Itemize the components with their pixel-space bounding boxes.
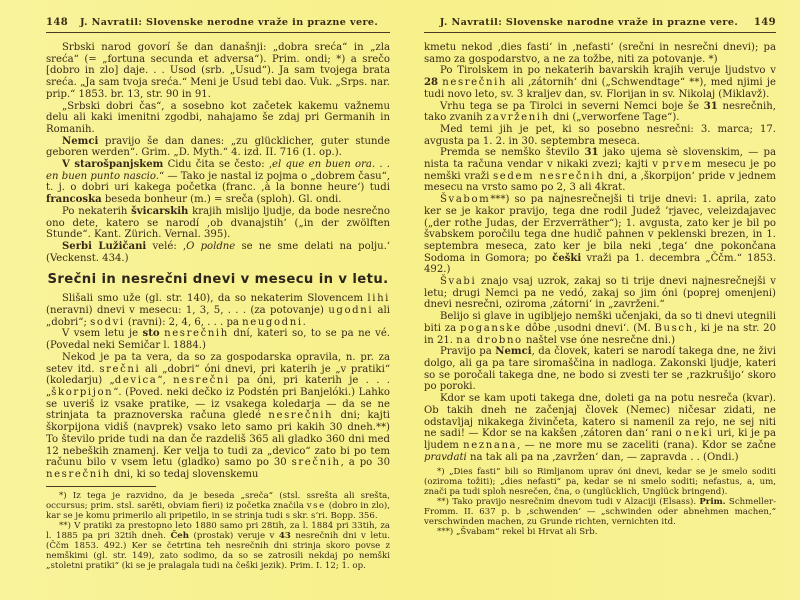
text-segment: devica xyxy=(114,375,158,387)
text-segment: naštel vse óne nesrečne dni.) xyxy=(522,334,676,346)
text-segment: sodvi xyxy=(90,316,125,328)
text-segment: srečni xyxy=(99,363,141,375)
text-segment: Nekod je pa ta vera, da so za gospodarska opravila, n. pr. za setev itd. xyxy=(46,351,390,375)
text-segment: krajih mislijo ljudje, da bode nesrečno ono dete, katero se narodí ,ob dvanajstih‘ („in der zwölften Stunde“. Kant. Zürich. Vernal. 395). xyxy=(46,205,390,241)
left-page-number: 148 xyxy=(46,17,69,28)
text-segment: poganske xyxy=(459,322,522,334)
text-segment: , a po 30 xyxy=(340,457,390,469)
text-segment: “ — Tako je nastal iz pojma o „dobrem času“, t. j. o dobri uri kakega početka (franc. ,à la bonne heure‘) tudi xyxy=(46,170,390,194)
text-segment: Serbi Lužičani xyxy=(62,240,147,252)
text-segment: Srbski narod govorí še dan današnji: „dobra sreća“ in „zla sreća“ (= „fortuna secunda et adversa“). Prim. ondi; *) a srečo [dobro in zlo] daje. . . Usod (srb. „Usud“). Ja sam tvojega brata sreća. „Ja sam tvoja sreća.“ Meni je Usud tebi dao. Vuk. „Srps. nar. prip.“ 1853. br. 13, str. 90 in 91. xyxy=(46,42,390,100)
paragraph xyxy=(424,467,776,497)
right-running-title: J. Navratil: Slovenske narodne vraže in prazne vere. xyxy=(439,17,739,28)
left-page-header xyxy=(46,17,390,33)
footnote-rule xyxy=(46,486,156,487)
right-page-body xyxy=(424,42,776,463)
text-segment: prvem xyxy=(662,159,703,171)
paragraph xyxy=(424,311,776,346)
text-segment: (prostak) veruje v xyxy=(189,530,279,541)
text-segment: ali „dobri“; xyxy=(46,305,390,328)
text-segment: Busch xyxy=(654,322,694,334)
text-segment: , — ne more mu se zaceliti (rana). Kdor se začne xyxy=(517,439,776,451)
paragraph xyxy=(424,346,776,393)
text-segment: znajo vsaj uzrok, zakaj so ti trije dnevi najnesrečnejši v letu; drugi Nemci pa ne vedó, zakaj so jim óni (poprej omenjeni) dnevi nesrečni, oziroma ,zátorni‘ in „zavrženi.“ xyxy=(424,276,776,311)
text-segment: na drobno xyxy=(456,334,523,346)
paragraph xyxy=(46,352,390,481)
text-segment: dni, ki so tedaj slovenskemu xyxy=(110,468,259,480)
text-segment: , da človek, kateri se narodí takega dne, ne živi dolgo, ali ga pa tare siromaščina in nadloga. Zakonski ljudje, kateri so se poročali takega dne, ne bodo si zvesti ter se ,razkrušijo‘ skoro po poroki. xyxy=(424,346,776,393)
text-segment: , ki je na str. 20 in 21. xyxy=(424,322,776,346)
text-segment: dni, a ,škorpijon‘ pride v jednem mesecu na vrsto samo po 2, 3 ali 4krat. xyxy=(424,170,776,194)
text-segment: nesrečnih xyxy=(442,77,508,89)
text-segment: sto xyxy=(142,328,160,340)
left-page xyxy=(46,17,390,571)
text-segment: zavrženih xyxy=(485,112,550,124)
text-segment: Med temi jih je pet, ki so posebno nesrečni: 3. marca; 17. avgusta pa 1. 2. in 30. septembra meseca. xyxy=(424,123,776,147)
text-segment: nesrečnih, tako zvanih xyxy=(424,100,776,124)
text-segment: 31 xyxy=(584,147,599,159)
text-segment: Cidu čita se često: , xyxy=(163,159,273,171)
text-segment: dní, kateri so, to se pa ne vé. (Povedal neki Semičar l. 1884.) xyxy=(46,328,390,352)
paragraph xyxy=(424,194,776,276)
paragraph xyxy=(424,393,776,463)
paragraph xyxy=(424,147,776,194)
left-running-title: J. Navratil: Slovenske nerodne vraže in prazne vere. xyxy=(79,17,379,28)
text-segment: 43 xyxy=(278,530,291,541)
text-segment: beseda bonheur (m.) = sreča (sploh). Gl. ondi. xyxy=(101,194,342,206)
text-segment: V starošpanjskem xyxy=(62,159,164,171)
right-page-footnotes xyxy=(424,467,776,537)
text-segment: V vsem letu je xyxy=(62,328,143,340)
section-heading: Srečni in nesrečni dnevi v mesecu in v letu. xyxy=(47,272,389,288)
right-page-number: 149 xyxy=(753,17,776,28)
paragraph xyxy=(46,491,390,521)
paragraph xyxy=(46,159,390,206)
paragraph xyxy=(424,65,776,100)
text-segment: nesrečnih dni v letu. (Ččm 1853. 492.) Ker se četrtina teh nesrečnih dni strinja skoro povse z nemškimi (gl. str. 149), zato sodimo, da so se zatrosili nekdaj po nemški „stoletni pratiki“ (ki se je pralagala tudi na češki jezik). Prim. I. 12; 1. op. xyxy=(46,530,390,571)
text-segment: 31 xyxy=(703,100,718,112)
text-segment: (dobro in zlo), kar se je komu primerilo ali pripetilo, in se strinja tudi s skr. s’ri. Bopp. 356. xyxy=(46,500,390,521)
text-segment: ***) „Švabam“ rekel bi Hrvat ali Srb. xyxy=(437,527,598,538)
text-segment: Belijo si glave in ugibljejo nemški učenjaki, da so ti dnevi utegnili biti za xyxy=(424,311,776,334)
text-segment: Pravijo pa xyxy=(440,346,496,358)
text-segment: „Srbski dobri čas“, a sosebno kot začetek kakemu važnemu delu ali kaki imenitni zgodbi, nahajamo še zdaj pri Germanih in Romanih. xyxy=(46,100,390,135)
text-segment: ali „dobri“ óni dnevi, pri katerih je „v pratiki“ (koledarju) „ xyxy=(46,363,391,387)
text-segment: dni („verworfene Tage“). xyxy=(549,112,680,124)
text-segment: češki xyxy=(552,252,582,264)
text-segment: pravijo še dan danes: „zu glücklicher, guter stunde geboren werden“. Grim. „D. Myth.“ 4. izd. II. 716 (1. op.). xyxy=(46,135,390,159)
text-segment: O poldne xyxy=(186,240,236,252)
paragraph xyxy=(424,101,776,124)
text-segment: vraži pa 1. decembra „Ččm.“ 1853. 492.) xyxy=(424,252,776,276)
text-segment: ali ,zátornih‘ dni („Schwendtage“ **), med njimi je tudi novo leto, sv. 3 kraljev dan, sv. Florijan in sv. Nikolaj (Miklavž). xyxy=(424,77,776,100)
right-page xyxy=(424,17,776,537)
text-segment: Nemci xyxy=(62,135,99,147)
text-segment: **) Tako pravijo nesrečnim dnevom tudi v Alzaciji (Elsass). xyxy=(437,497,700,508)
text-segment: ugodni xyxy=(328,305,374,317)
text-segment: . xyxy=(302,316,306,328)
text-segment: Švabom xyxy=(440,194,491,206)
text-segment: kmetu nekod ,dies fasti‘ in ,nefasti‘ (srečni in nesrečni dnevi); pa samo za gospodarstvo, a ne za tožbe, niti za potovanje. *) xyxy=(424,42,776,65)
text-segment: **) V pratiki za prestopno leto 1880 samo pri 28tih, za l. 1884 pri 33tih, za l. 1885 pa pri 32tih dneh. xyxy=(46,520,390,541)
text-segment: nesrečni xyxy=(173,375,230,387)
text-segment: srečnih xyxy=(291,457,341,469)
left-page-footnotes xyxy=(46,491,390,571)
text-segment: pa óni, pri katerih je . . . „ xyxy=(46,375,390,398)
text-segment: Čeh xyxy=(170,530,190,541)
text-segment: Premda se nemško število xyxy=(440,147,585,159)
text-segment: Prim. xyxy=(699,497,726,508)
text-segment: neznana xyxy=(463,439,518,451)
text-segment: lihi xyxy=(367,293,390,305)
text-segment: škorpijon xyxy=(51,386,114,398)
paragraph xyxy=(46,136,390,159)
text-segment: sedem nesrečnih xyxy=(493,170,605,182)
text-segment: pravdati xyxy=(424,451,467,463)
text-segment: mesecu je po nemški vraži xyxy=(424,159,776,182)
paragraph xyxy=(46,328,390,351)
paragraph xyxy=(424,527,776,537)
text-segment: (neravni) dnevi v mesecu: 1, 3, 5, . . . (za potovanje) xyxy=(46,305,329,317)
paragraph xyxy=(46,42,390,101)
text-segment: na tak ali pa na ,zavržen‘ dan, — zapravda . . (Ondi.) xyxy=(466,451,739,463)
paragraph xyxy=(424,42,776,65)
paragraph xyxy=(424,124,776,147)
text-segment: nesrečnih xyxy=(268,410,334,422)
text-segment: Švabi xyxy=(440,276,477,288)
text-segment: dôbe ,usodni dnevi‘. (M. xyxy=(521,322,655,334)
paragraph xyxy=(46,241,390,264)
text-segment: *) Iz tega je razvidno, da je beseda „sreča“ (stsl. ssrešta ali srešta, occursus; prim. stsl. sarěti, obviam fieri) iz početka značila xyxy=(46,490,390,511)
text-segment: Kdor se kam upoti takega dne, doleti ga na potu nesreča (kvar). Ob takih dneh ne začenjaj človek (Nemec) ničesar zidati, ne odstavljaj nikakega živinčeta, katero si namenil za rejo, ne sej niti ne sadi! — Kdor se na kakšen ,zátoren dan‘ rani o xyxy=(424,393,776,440)
text-segment: nesrečnih xyxy=(46,468,111,480)
text-segment: se ne sme delati na polju.‘ (Veckenst. 434.) xyxy=(46,240,390,264)
paragraph xyxy=(46,206,390,241)
text-segment: el que en buen ora. . . en buen punto nascio. xyxy=(46,159,390,182)
text-segment: dni; kajti škorpijona vidiš (navprek) vsako leto samo pri kakih 30 dneh.**) To število pride tudi na dan če razdeliš 365 ali gladko 360 dni med 12 nebeških znamenj. Ker velja to tudi za „devico“ zato bi po tem računu bilo v vsem letu (gladko) samo po 30 xyxy=(46,410,390,469)
text-segment: 28 xyxy=(424,77,439,89)
text-segment: švicarskih xyxy=(131,205,189,217)
text-segment: ***) so pa najnesrečnejši ti trije dnevi: 1. aprila, zato ker se je kakor pravijo, tega dne rodil Judež ’rjavec, veleizdajavec („der rothe Judas, der Erzverräther“); 1. avgusta, zato ker je bil po švabskem poročilu tega dne hudič pahnen v peklenski brezen, in 1. septembra meseca, zato ker je bila neki ,tega‘ dne pokončana Sodoma in Gomora; po xyxy=(424,194,776,264)
text-segment: Schmeller-Fromm. II. 637 p. b ,schwenden‘ — „schwinden oder abnehmen machen,“ verschwinden machen, zu Grunde richten, vernichten itd. xyxy=(424,497,777,528)
text-segment: (ravni): 2, 4, 6, . . . pa xyxy=(124,316,243,328)
text-segment: neki xyxy=(685,428,714,440)
text-segment: Po nekaterih xyxy=(62,205,132,217)
text-segment: Vrhu tega se pa Tirolci in severni Nemci boje še xyxy=(440,100,704,112)
text-segment: jako ujema sè slovenskim, — pa nista ta računa vendar v nikaki zvezi; kajti v xyxy=(424,147,776,171)
text-segment: Slišali smo uže (gl. str. 140), da so nekaterim Slovencem xyxy=(62,293,368,305)
paragraph xyxy=(46,101,390,136)
text-segment: “. (Poved. neki dečko iz Podstén pri Banjelóki.) Lahko se uveriš iz vsake pratike, — iz vsakega koledarja — da se ne strinjata ta praznoverska računa gledé xyxy=(46,386,390,422)
left-page-body xyxy=(46,42,390,481)
text-segment: Nemci xyxy=(495,346,532,358)
paragraph xyxy=(424,497,776,527)
paragraph xyxy=(46,293,390,328)
text-segment: nesrečnih xyxy=(164,328,229,340)
text-segment: francoska xyxy=(46,194,102,206)
text-segment: neugodni xyxy=(242,316,303,328)
text-segment: *) „Dies fasti“ bili so Rimljanom uprav óni dnevi, kedar se je smelo soditi (oziroma tožiti); „dies nefasti“ pa, kedar se ni smelo soditi; nefastus, a, um, znači pa tudi sploh nesrečen, čna, o (unglücklich, Unglück bringend). xyxy=(424,467,776,498)
text-segment: “, xyxy=(157,375,174,387)
text-segment: velé: , xyxy=(146,240,187,252)
text-segment: uri, ki je pa ljudem xyxy=(424,428,776,451)
paragraph xyxy=(46,521,390,571)
text-segment: Po Tirolskem in po nekaterih bavarskih krajih veruje ljudstvo v xyxy=(440,65,776,77)
right-page-header xyxy=(424,17,776,33)
text-segment: vse xyxy=(306,500,326,511)
paragraph xyxy=(424,276,776,311)
